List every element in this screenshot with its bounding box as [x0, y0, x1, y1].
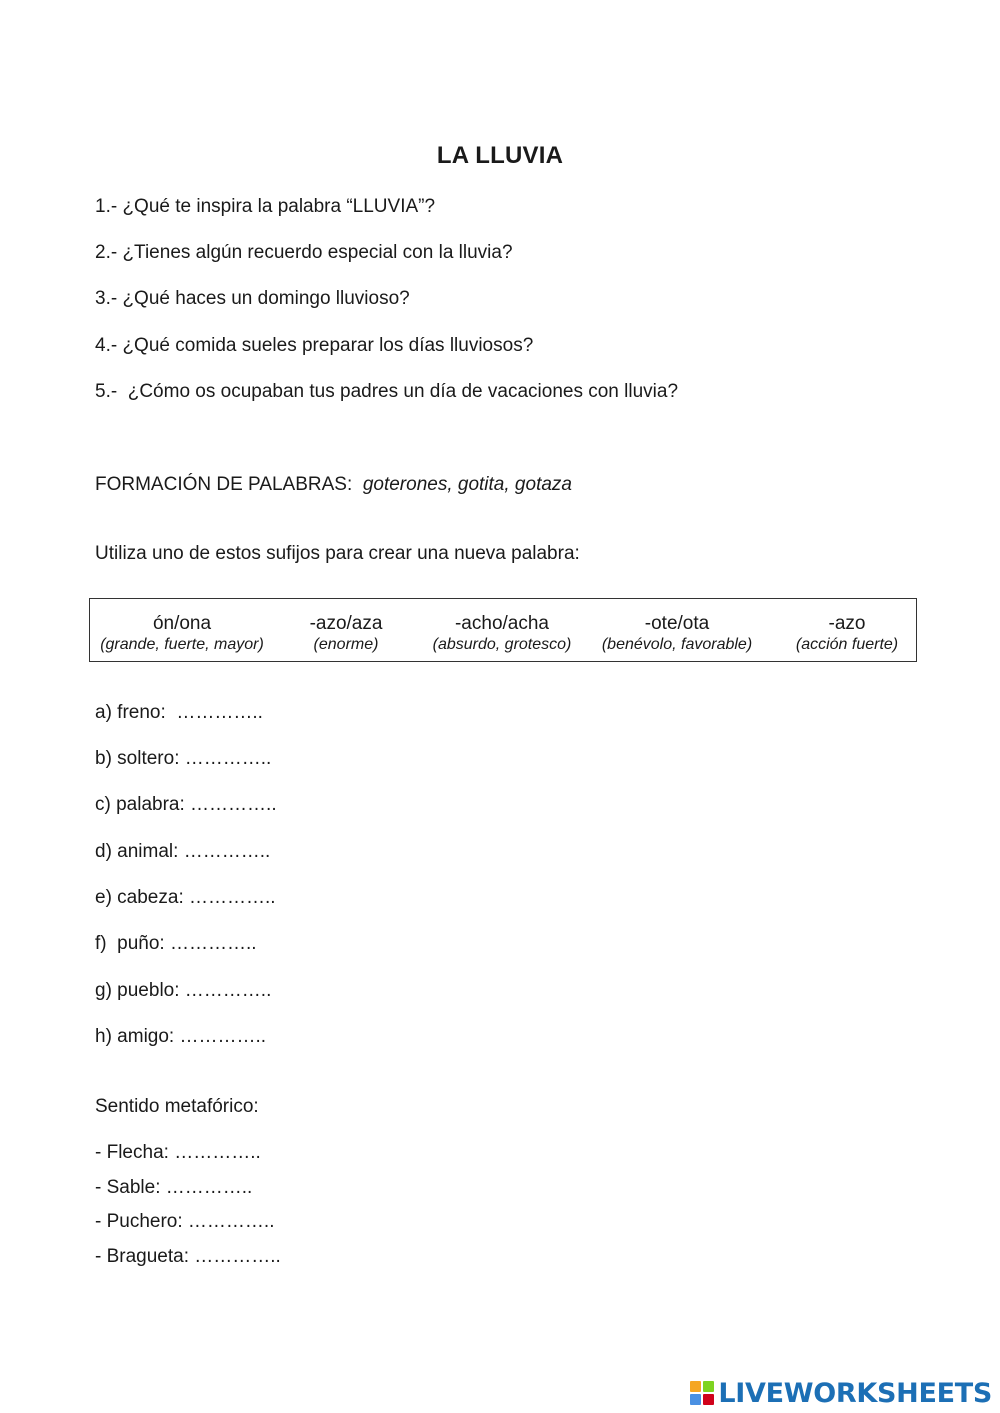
suffix-meaning: (absurdo, grotesco) [432, 636, 572, 653]
metaphorical-item-bragueta: - Bragueta: ………….. [95, 1246, 281, 1267]
question-1: 1.- ¿Qué te inspira la palabra “LLUVIA”? [95, 196, 436, 217]
suffix-cell-ote-ota [592, 599, 762, 655]
metaphorical-heading: Sentido metafórico: [95, 1096, 259, 1117]
suffix-cell-acho-acha [422, 599, 582, 655]
suffix-label: -ote/ota [644, 613, 710, 634]
page-title: LA LLUVIA [436, 142, 564, 169]
word-formation-heading [95, 474, 572, 496]
suffix-cell-on-ona [92, 599, 272, 655]
word-formation-examples: goterones, gotita, gotaza [362, 474, 572, 495]
exercise-d-animal: d) animal: ………….. [95, 841, 271, 862]
exercise-h-amigo: h) amigo: ………….. [95, 1026, 267, 1047]
metaphorical-item-puchero: - Puchero: ………….. [95, 1211, 275, 1232]
metaphorical-item-sable: - Sable: ………….. [95, 1177, 253, 1198]
exercise-g-pueblo: g) pueblo: ………….. [95, 980, 272, 1001]
suffix-meaning: (acción fuerte) [795, 636, 899, 653]
exercise-e-cabeza: e) cabeza: ………….. [95, 887, 276, 908]
suffix-label: -azo/aza [309, 613, 383, 634]
suffix-label: ón/ona [152, 613, 212, 634]
suffix-meaning: (grande, fuerte, mayor) [100, 636, 264, 653]
suffix-instruction: Utiliza uno de estos sufijos para crear una nueva palabra: [95, 543, 580, 564]
suffix-meaning: (enorme) [313, 636, 379, 653]
word-formation-label: FORMACIÓN DE PALABRAS: [95, 474, 353, 495]
suffix-label: -azo [828, 613, 866, 634]
exercise-a-freno: a) freno: ………….. [95, 702, 263, 723]
metaphorical-item-flecha: - Flecha: ………….. [95, 1142, 261, 1163]
suffix-meaning: (benévolo, favorable) [601, 636, 753, 653]
question-2: 2.- ¿Tienes algún recuerdo especial con la lluvia? [95, 242, 513, 263]
liveworksheets-logo [690, 1377, 992, 1409]
suffix-table [89, 598, 917, 662]
suffix-label: -acho/acha [454, 613, 549, 634]
exercise-b-soltero: b) soltero: ………….. [95, 748, 272, 769]
exercise-c-palabra: c) palabra: ………….. [95, 794, 277, 815]
exercise-f-puno: f) puño: ………….. [95, 933, 257, 954]
question-3: 3.- ¿Qué haces un domingo lluvioso? [95, 288, 410, 309]
question-4: 4.- ¿Qué comida sueles preparar los días lluviosos? [95, 335, 534, 356]
liveworksheets-logo-icon [690, 1381, 714, 1405]
logo-text: LIVEWORKSHEETS [718, 1377, 992, 1409]
question-5: 5.- ¿Cómo os ocupaban tus padres un día de vacaciones con lluvia? [95, 381, 679, 402]
suffix-cell-azo-aza [290, 599, 402, 655]
suffix-cell-azo [782, 599, 912, 655]
